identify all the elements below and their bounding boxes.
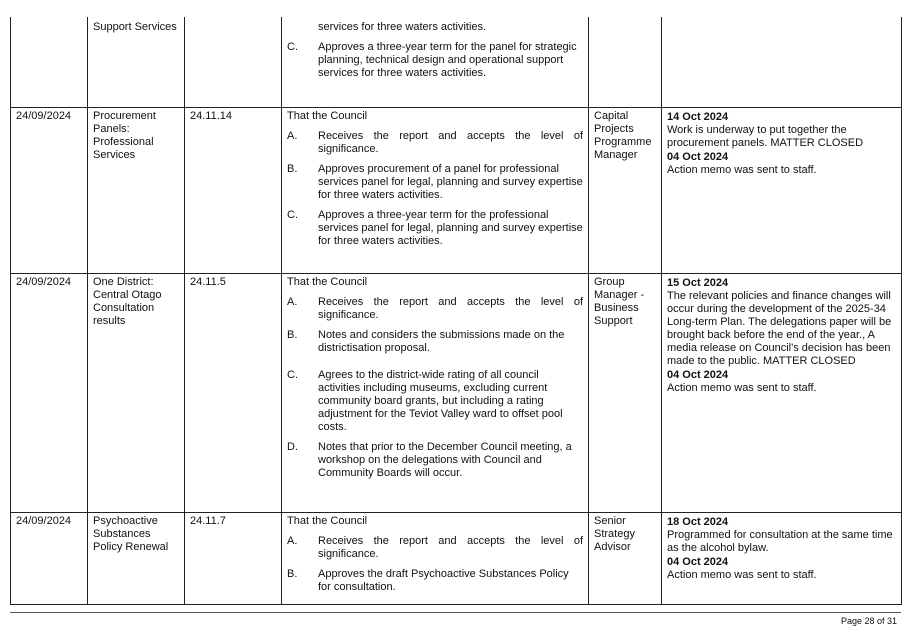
meeting-date: [11, 17, 88, 107]
topic: Procurement Panels: Professional Services: [88, 107, 185, 273]
resolution-ref: 24.11.5: [185, 273, 282, 512]
item-text: Receives the report and accepts the level of significance.: [318, 129, 583, 155]
resolution: [282, 512, 589, 604]
update-date: 14 Oct 2024: [667, 110, 729, 123]
page-number: Page 28 of 31: [840, 616, 897, 626]
council-actions-table: [10, 17, 902, 605]
table-row: [11, 107, 902, 273]
table-row: [11, 273, 902, 512]
resolution-item: [287, 441, 583, 480]
item-text: Agrees to the district-wide rating of all council activities including museums, excluding current community board grants, but including a rating adjustment for the Teviot Valley ward to offset pool costs.: [318, 368, 563, 433]
resolution-item: [287, 130, 583, 156]
item-text: Approves the draft Psychoactive Substances Policy for consultation.: [318, 567, 569, 593]
update-text: Programmed for consultation at the same time as the alcohol bylaw.: [667, 528, 893, 554]
meeting-date: 24/09/2024: [11, 273, 88, 512]
footer-divider: [10, 612, 901, 613]
item-letter: A.: [287, 129, 298, 142]
item-letter: D.: [287, 440, 298, 453]
resolution-item: [287, 41, 583, 80]
resolution-ref: 24.11.7: [185, 512, 282, 604]
item-letter: C.: [287, 208, 298, 221]
item-letter: B.: [287, 328, 298, 341]
item-letter: B.: [287, 162, 298, 175]
item-letter: B.: [287, 567, 298, 580]
item-letter: C.: [287, 41, 298, 53]
update-text: Action memo was sent to staff.: [667, 568, 817, 581]
item-text: Approves procurement of a panel for professional services panel for legal, planning and survey expertise for three waters activities.: [318, 162, 583, 201]
progress-updates: [662, 512, 902, 604]
update-text: The relevant policies and finance changes will occur during the development of the 2025-34 Long-term Plan. The delegations paper will be brought back before the end of the year., A media release on Council's decision has been made to the public. MATTER CLOSED: [667, 289, 892, 367]
resolution-intro: That the Council: [287, 514, 368, 527]
resolution: [282, 273, 589, 512]
meeting-date: 24/09/2024: [11, 512, 88, 604]
resolution-item: [287, 163, 583, 202]
resolution-item: [287, 568, 583, 594]
topic: One District: Central Otago Consultation results: [88, 273, 185, 512]
item-text: Receives the report and accepts the level of significance.: [318, 295, 583, 321]
update-date: 04 Oct 2024: [667, 150, 729, 163]
item-text: Approves a three-year term for the panel for strategic planning, technical design and operational support services for three waters activities.: [318, 41, 577, 79]
resolution-item: [287, 329, 583, 355]
resolution-ref: [185, 17, 282, 107]
meeting-date: 24/09/2024: [11, 107, 88, 273]
item-letter: A.: [287, 534, 298, 547]
resolution: [282, 107, 589, 273]
resolution-item: [287, 209, 583, 248]
update-text: Work is underway to put together the procurement panels. MATTER CLOSED: [667, 123, 864, 149]
update-text: Action memo was sent to staff.: [667, 381, 817, 394]
update-text: Action memo was sent to staff.: [667, 163, 817, 176]
resolution-item: [287, 21, 583, 34]
progress-updates: [662, 17, 902, 107]
progress-updates: [662, 107, 902, 273]
update-date: 04 Oct 2024: [667, 368, 729, 381]
resolution-intro: That the Council: [287, 109, 368, 122]
update-date: 15 Oct 2024: [667, 276, 729, 289]
owner: [589, 17, 662, 107]
item-text: services for three waters activities.: [318, 21, 487, 33]
topic: Psychoactive Substances Policy Renewal: [88, 512, 185, 604]
update-date: 04 Oct 2024: [667, 555, 729, 568]
table-row: [11, 512, 902, 604]
owner: Senior Strategy Advisor: [589, 512, 662, 604]
update-date: 18 Oct 2024: [667, 515, 729, 528]
progress-updates: [662, 273, 902, 512]
item-letter: A.: [287, 295, 298, 308]
item-text: Approves a three-year term for the professional services panel for legal, planning and survey expertise for three waters activities.: [318, 208, 583, 247]
topic: Support Services: [88, 17, 185, 107]
resolution-intro: That the Council: [287, 275, 368, 288]
owner: Group Manager - Business Support: [589, 273, 662, 512]
item-text: Notes that prior to the December Council meeting, a workshop on the delegations with Council and Community Boards will occur.: [318, 440, 572, 479]
item-text: Receives the report and accepts the level of significance.: [318, 534, 583, 560]
resolution-item: [287, 535, 583, 561]
item-letter: C.: [287, 368, 298, 381]
resolution-ref: 24.11.14: [185, 107, 282, 273]
table-row: [11, 17, 902, 107]
item-letter: [287, 21, 318, 34]
resolution-item: [287, 296, 583, 322]
owner: Capital Projects Programme Manager: [589, 107, 662, 273]
resolution: [282, 17, 589, 107]
item-text: Notes and considers the submissions made on the districtisation proposal.: [318, 328, 565, 354]
resolution-item: [287, 369, 583, 434]
